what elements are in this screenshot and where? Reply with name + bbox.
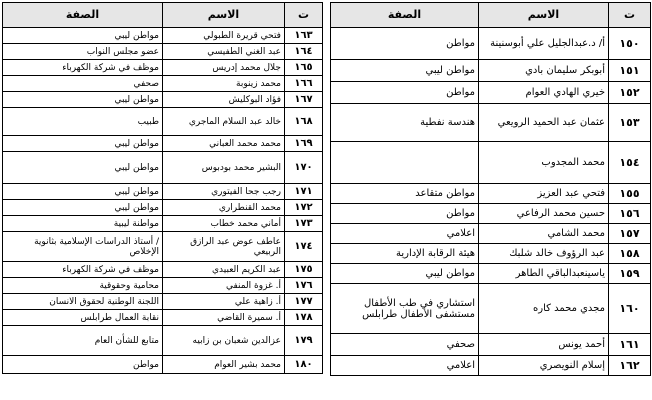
row-name: عزالدين شعبان بن زابيه xyxy=(163,326,285,356)
row-name: جلال محمد إدريس xyxy=(163,60,285,76)
table-row xyxy=(331,204,651,224)
table-row xyxy=(331,104,651,142)
table-row xyxy=(3,92,323,108)
row-number: ١٦٤ xyxy=(285,44,323,60)
row-role: اللجنة الوطنية لحقوق الانسان xyxy=(3,294,163,310)
table-row xyxy=(331,224,651,244)
row-name: حسين محمد الرفاعي xyxy=(479,204,609,224)
row-number: ١٦٢ xyxy=(609,356,651,376)
row-name: أحمد يونس xyxy=(479,334,609,356)
row-number: ١٥٤ xyxy=(609,142,651,184)
row-role: مواطن ليبي xyxy=(3,136,163,152)
table-row xyxy=(3,76,323,92)
row-number: ١٦٧ xyxy=(285,92,323,108)
table-row xyxy=(331,142,651,184)
table-row xyxy=(3,262,323,278)
table-row xyxy=(3,200,323,216)
table-row xyxy=(3,152,323,184)
row-number: ١٥١ xyxy=(609,60,651,82)
table-row xyxy=(3,44,323,60)
row-number: ١٥٣ xyxy=(609,104,651,142)
row-name: فتحي قريرة الطبولي xyxy=(163,28,285,44)
table-row xyxy=(3,232,323,262)
signatories-table-right xyxy=(330,2,651,376)
signatories-table-left xyxy=(2,2,323,374)
row-role: مواطن ليبي xyxy=(3,28,163,44)
row-number: ١٦٠ xyxy=(609,284,651,334)
row-number: ١٦٥ xyxy=(285,60,323,76)
header-name: الاسم xyxy=(479,3,609,28)
row-name: محمد القنطراري xyxy=(163,200,285,216)
row-name: البشير محمد بودبوس xyxy=(163,152,285,184)
row-name: عبد الرؤوف خالد شلبك xyxy=(479,244,609,264)
table-row xyxy=(331,82,651,104)
row-role: مواطن متقاعد xyxy=(331,184,479,204)
row-role: مواطن xyxy=(331,28,479,60)
table-header-row xyxy=(3,3,323,28)
row-number: ١٧٩ xyxy=(285,326,323,356)
row-number: ١٧٢ xyxy=(285,200,323,216)
row-role: طبيب xyxy=(3,108,163,136)
row-name: محمد محمد العباني xyxy=(163,136,285,152)
row-number: ١٧٤ xyxy=(285,232,323,262)
table-row xyxy=(3,294,323,310)
row-role: متابع للشأن العام xyxy=(3,326,163,356)
row-name: فتحي عبد العزيز xyxy=(479,184,609,204)
row-name: أماني محمد خطاب xyxy=(163,216,285,232)
header-name: الاسم xyxy=(163,3,285,28)
row-role: مواطن ليبي xyxy=(3,92,163,108)
row-role: هيئة الرقابة الإدارية xyxy=(331,244,479,264)
row-role: مواطن xyxy=(331,204,479,224)
row-role: مواطنة ليبية xyxy=(3,216,163,232)
table-row xyxy=(3,278,323,294)
row-number: ١٨٠ xyxy=(285,356,323,374)
row-role: موظف في شركة الكهرباء xyxy=(3,60,163,76)
row-name: إسلام النويصري xyxy=(479,356,609,376)
row-name: عبد الكريم العبيدي xyxy=(163,262,285,278)
row-role: عضو مجلس النواب xyxy=(3,44,163,60)
row-name: محمد الشامي xyxy=(479,224,609,244)
row-number: ١٦٣ xyxy=(285,28,323,44)
row-role: مواطن xyxy=(331,82,479,104)
row-name: فؤاد البوكليش xyxy=(163,92,285,108)
row-number: ١٧٥ xyxy=(285,262,323,278)
row-name: أبوبكر سليمان بادي xyxy=(479,60,609,82)
row-role: / أستاذ الدراسات الإسلامية بثانوية الإخلاص xyxy=(3,232,163,262)
row-role: استشاري في طب الأطفال مستشفى الأطفال طرابلس xyxy=(331,284,479,334)
row-name: أ. غزوة المنفي xyxy=(163,278,285,294)
row-role: مواطن xyxy=(3,356,163,374)
table-row xyxy=(331,284,651,334)
row-number: ١٥٩ xyxy=(609,264,651,284)
row-role: مواطن ليبي xyxy=(3,152,163,184)
row-number: ١٥٦ xyxy=(609,204,651,224)
table-row xyxy=(331,356,651,376)
table-row xyxy=(3,310,323,326)
row-role: نقابة العمال طرابلس xyxy=(3,310,163,326)
row-role xyxy=(331,142,479,184)
row-role: اعلامي xyxy=(331,356,479,376)
header-role: الصفة xyxy=(331,3,479,28)
row-number: ١٥٨ xyxy=(609,244,651,264)
row-role: مواطن ليبي xyxy=(3,200,163,216)
row-number: ١٧٨ xyxy=(285,310,323,326)
row-name: عبد الغني الطفيسي xyxy=(163,44,285,60)
row-number: ١٧٧ xyxy=(285,294,323,310)
table-row xyxy=(3,216,323,232)
row-number: ١٥٢ xyxy=(609,82,651,104)
row-name: رجب جحا الفيتوري xyxy=(163,184,285,200)
row-name: محمد المجدوب xyxy=(479,142,609,184)
row-name: مجدي محمد كاره xyxy=(479,284,609,334)
row-number: ١٧١ xyxy=(285,184,323,200)
row-name: ياسينعبدالباقي الطاهر xyxy=(479,264,609,284)
table-row xyxy=(331,264,651,284)
table-row xyxy=(331,244,651,264)
row-number: ١٦١ xyxy=(609,334,651,356)
row-role: موظف في شركة الكهرباء xyxy=(3,262,163,278)
row-role: محامية وحقوقية xyxy=(3,278,163,294)
table-row xyxy=(331,334,651,356)
row-role: مواطن ليبي xyxy=(331,60,479,82)
row-role: مواطن ليبي xyxy=(331,264,479,284)
row-name: خالد عبد السلام الماجري xyxy=(163,108,285,136)
row-number: ١٧٠ xyxy=(285,152,323,184)
row-name: محمد بشير العوام xyxy=(163,356,285,374)
row-number: ١٦٦ xyxy=(285,76,323,92)
table-row xyxy=(3,136,323,152)
table-header-row xyxy=(331,3,651,28)
row-role: صحفي xyxy=(331,334,479,356)
header-role: الصفة xyxy=(3,3,163,28)
row-name: خيري الهادي العوام xyxy=(479,82,609,104)
row-number: ١٥٧ xyxy=(609,224,651,244)
row-role: اعلامي xyxy=(331,224,479,244)
row-role: هندسة نفطية xyxy=(331,104,479,142)
row-number: ١٦٨ xyxy=(285,108,323,136)
table-row xyxy=(3,28,323,44)
table-row xyxy=(3,108,323,136)
row-number: ١٦٩ xyxy=(285,136,323,152)
table-row xyxy=(331,60,651,82)
row-number: ١٧٣ xyxy=(285,216,323,232)
row-name: عثمان عبد الحميد الرويعي xyxy=(479,104,609,142)
row-name: أ. سميرة القاضي xyxy=(163,310,285,326)
table-row xyxy=(331,184,651,204)
row-role: صحفي xyxy=(3,76,163,92)
header-number: ت xyxy=(609,3,651,28)
row-number: ١٥٠ xyxy=(609,28,651,60)
row-role: مواطن ليبي xyxy=(3,184,163,200)
row-name: أ. زاهية علي xyxy=(163,294,285,310)
row-name: عاطف عوض عبد الرازق الربيعي xyxy=(163,232,285,262)
table-row xyxy=(3,356,323,374)
row-name: أ/ د.عبدالجليل علي أبوسنينة xyxy=(479,28,609,60)
row-number: ١٧٦ xyxy=(285,278,323,294)
header-number: ت xyxy=(285,3,323,28)
row-name: محمد زينوبة xyxy=(163,76,285,92)
table-row xyxy=(331,28,651,60)
row-number: ١٥٥ xyxy=(609,184,651,204)
table-row xyxy=(3,60,323,76)
table-row xyxy=(3,184,323,200)
table-row xyxy=(3,326,323,356)
